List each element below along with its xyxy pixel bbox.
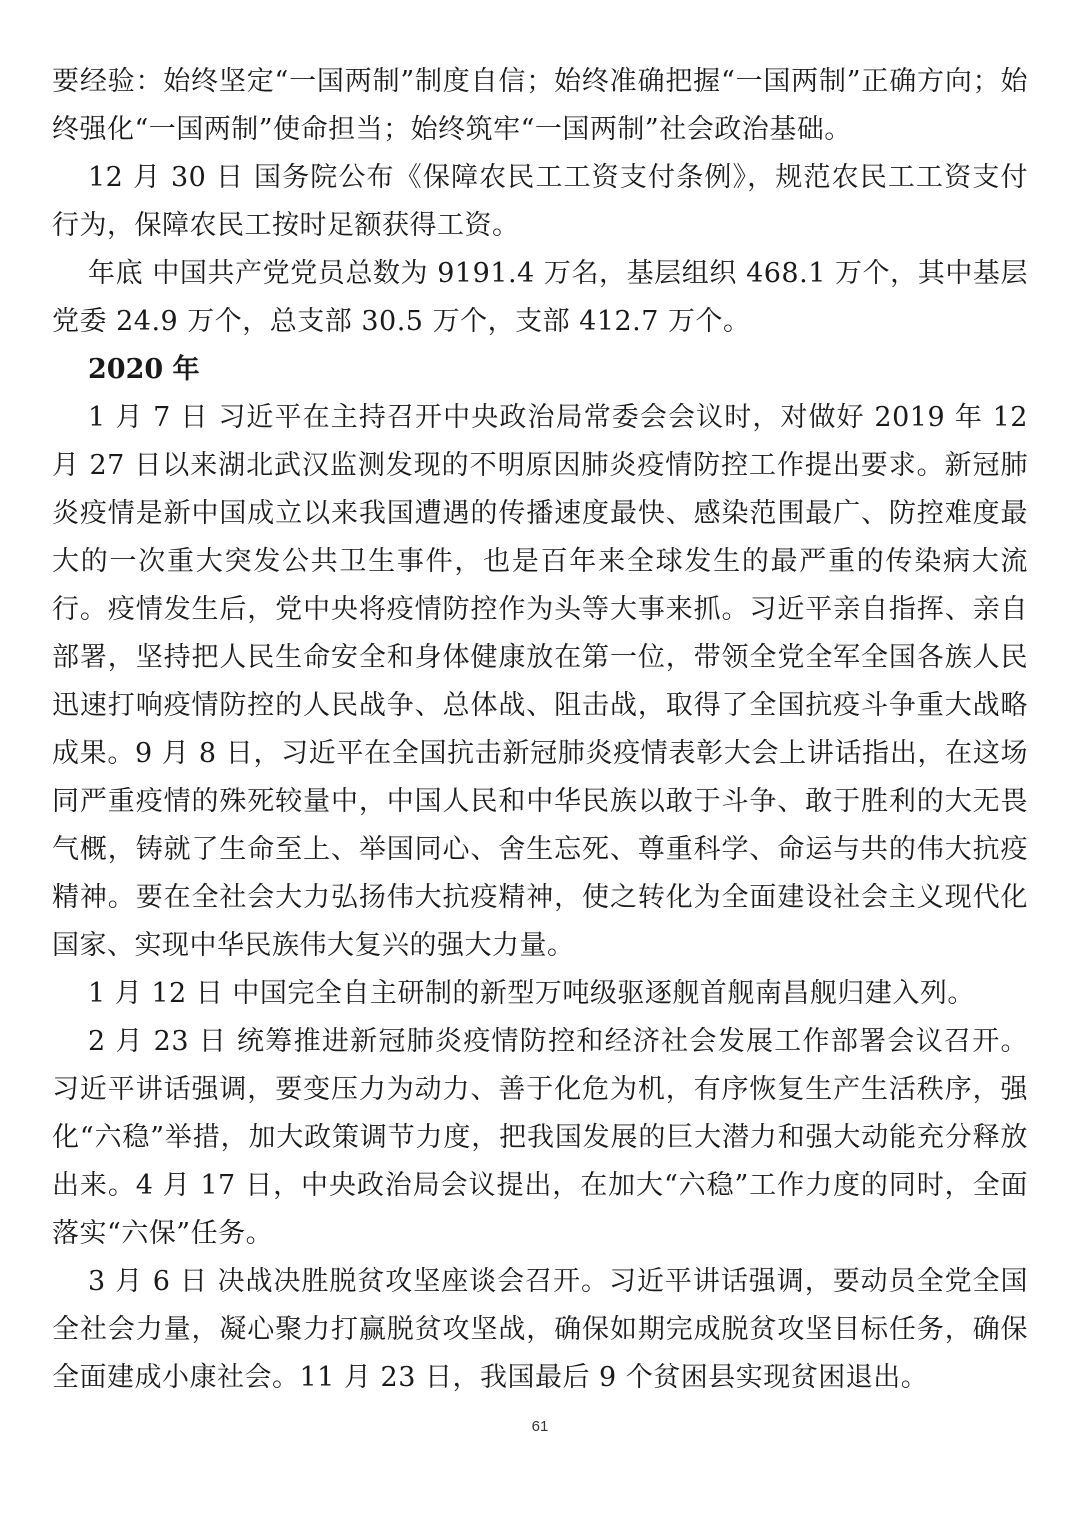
paragraph-entry-jan-7: 1 月 7 日 习近平在主持召开中央政治局常委会会议时，对做好 2019 年 12 月 27 日以来湖北武汉监测发现的不明原因肺炎疫情防控工作提出要求。新冠肺炎疫情是新中国成立以来我国遭遇的传播速度最快、感染范围最广、防控难度最大的一次重大突发公共卫生事件，也是百年来全球发生的最严重的传染病大流行。疫情发生后，党中央将疫情防控作为头等大事来抓。习近平亲自指挥、亲自部署，坚持把人民生命安全和身体健康放在第一位，带领全党全军全国各族人民迅速打响疫情防控的人民战争、总体战、阻击战，取得了全国抗疫斗争重大战略成果。9 月 8 日，习近平在全国抗击新冠肺炎疫情表彰大会上讲话指出，在这场同严重疫情的殊死较量中，中国人民和中华民族以敢于斗争、敢于胜利的大无畏气概，铸就了生命至上、举国同心、舍生忘死、尊重科学、命运与共的伟大抗疫精神。要在全社会大力弘扬伟大抗疫精神，使之转化为全面建设社会主义现代化国家、实现中华民族伟大复兴的强大力量。	[52, 402, 1028, 961]
paragraph-entry-dec-30: 12 月 30 日 国务院公布《保障农民工工资支付条例》，规范农民工工资支付行为，保障农民工按时足额获得工资。	[52, 162, 1028, 241]
paragraph-entry-jan-12: 1 月 12 日 中国完全自主研制的新型万吨级驱逐舰首舰南昌舰归建入列。	[88, 978, 975, 1009]
year-heading: 2020 年	[88, 354, 200, 385]
paragraph-entry-year-end: 年底 中国共产党党员总数为 9191.4 万名，基层组织 468.1 万个，其中基层党委 24.9 万个，总支部 30.5 万个，支部 412.7 万个。	[52, 258, 1028, 337]
paragraph-entry-mar-6: 3 月 6 日 决战决胜脱贫攻坚座谈会召开。习近平讲话强调，要动员全党全国全社会力量，凝心聚力打赢脱贫攻坚战，确保如期完成脱贫攻坚目标任务，确保全面建成小康社会。11 月 23 日，我国最后 9 个贫困县实现贫困退出。	[52, 1266, 1028, 1393]
paragraph-continuation: 要经验：始终坚定“一国两制”制度自信；始终准确把握“一国两制”正确方向；始终强化“一国两制”使命担当；始终筑牢“一国两制”社会政治基础。	[52, 66, 1028, 145]
page-body	[52, 58, 1028, 1402]
page-number: 61	[531, 1418, 549, 1435]
paragraph-entry-feb-23: 2 月 23 日 统筹推进新冠肺炎疫情防控和经济社会发展工作部署会议召开。习近平讲话强调，要变压力为动力、善于化危为机，有序恢复生产生活秩序，强化“六稳”举措，加大政策调节力度，把我国发展的巨大潜力和强大动能充分释放出来。4 月 17 日，中央政治局会议提出，在加大“六稳”工作力度的同时，全面落实“六保”任务。	[52, 1026, 1028, 1249]
